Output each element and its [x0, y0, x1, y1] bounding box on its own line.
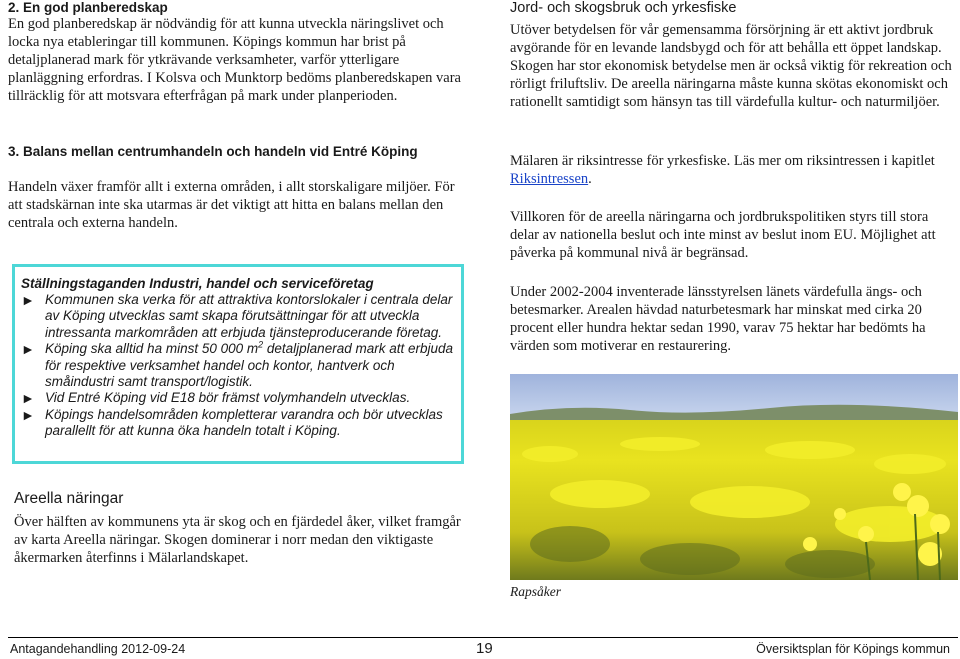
- standpoints-list: [21, 292, 461, 440]
- arrow-bullet-icon: ►: [21, 406, 35, 423]
- standpoints-title: Ställningstaganden Industri, handel och serviceföretag: [21, 276, 374, 291]
- section-body-balans-handel: Handeln växer framför allt i externa områden, i allt storskaligare miljöer. För att stadskärnan inte ska utarmas är det viktigt att hitta en balans mellan den centrala och externa handeln.: [8, 179, 455, 231]
- footer-document-title: Översiktsplan för Köpings kommun: [756, 642, 950, 656]
- footer-divider: [8, 637, 958, 638]
- footer-document-status: Antagandehandling 2012-09-24: [10, 642, 186, 656]
- page-number: 19: [476, 640, 493, 657]
- section-heading-areella: Areella näringar: [14, 490, 124, 507]
- section-heading-jordbruk: Jord- och skogsbruk och yrkesfiske: [510, 0, 737, 16]
- paragraph-jordbruk-3: Villkoren för de areella näringarna och jordbrukspolitiken styrs till stora delar av nationella beslut och inte minst av beslut inom EU. Möjlighet att påverka på kommunal nivå är begränsad.: [510, 209, 936, 261]
- list-item-text: Kommunen ska verka för att attraktiva kontorslokaler i centrala delar av Köping utvecklas samt skapa förutsättningar för att utveckla intressanta markområden att erbjuda tjänsteproducerande företag.: [45, 292, 453, 340]
- list-item-text: Vid Entré Köping vid E18 bör främst volymhandeln utvecklas.: [45, 390, 411, 406]
- list-item-text: Köpings handelsområden kompletterar varandra och bör utvecklas parallellt för att kunna öka handeln totalt i Köping.: [45, 406, 443, 439]
- arrow-bullet-icon: ►: [21, 292, 35, 308]
- standpoints-box: [12, 264, 464, 464]
- arrow-bullet-icon: ►: [21, 390, 35, 407]
- list-item: [21, 341, 461, 390]
- paragraph-text: Mälaren är riksintresse för yrkesfiske. Läs mer om riksintressen i kapitlet: [510, 153, 935, 169]
- section-body-areella: Över hälften av kommunens yta är skog och en fjärdedel åker, vilket framgår av karta Areella näringar. Skogen dominerar i norr medan den viktigaste åkermarken återfinns i Mälarlandskapet.: [14, 514, 461, 566]
- paragraph-jordbruk-2: [510, 152, 958, 188]
- superscript: 2: [258, 339, 264, 350]
- paragraph-text: .: [588, 171, 592, 187]
- list-item-text: Köping ska alltid ha minst 50 000 m: [45, 341, 259, 357]
- paragraph-jordbruk-1: Utöver betydelsen för vår gemensamma försörjning är ett aktivt jordbruk avgörande för en levande landsbygd och för att behålla ett öppet landskap. Skogen har stor ekonomisk betydelse men är också viktig för rekreation och rörligt friluftsliv. De areella näringarna måste kunna skötas ekonomiskt och rationellt samtidigt som hänsyn tas till värdefulla kultur- och naturmiljöer.: [510, 22, 952, 110]
- riksintressen-link[interactable]: Riksintressen: [510, 171, 589, 187]
- paragraph-jordbruk-4: Under 2002-2004 inventerade länsstyrelsen länets värdefulla ängs- och betesmarker. Arealen hävdad naturbetesmark har minskat med cirka 20 procent eller hundra hektar sedan 1990, varav 75 hektar har bedömts ha värden som motiverar en restaurering.: [510, 284, 926, 354]
- list-item: [21, 292, 461, 341]
- list-item-text-cont: detaljplanerad mark att erbjuda för respektive verksamhet handel och kontor, hantverk och småindustri samt transport/logistik.: [45, 341, 454, 390]
- rapeseed-field-photo: [510, 374, 958, 580]
- photo-caption: Rapsåker: [510, 584, 561, 599]
- arrow-bullet-icon: ►: [21, 341, 35, 358]
- section-heading-planberedskap: 2. En god planberedskap: [8, 0, 168, 15]
- section-body-planberedskap: En god planberedskap är nödvändig för att kunna utveckla näringslivet och locka nya etableringar till kommunen. Köpings kommun har brist på detaljplanerad mark för ytkrävande verksamheter, varför ytterligare planläggning erfordras. I Kolsva och Munktorp bedöms planberedskapen vara tillräcklig för att motsvara efterfrågan på mark under planperioden.: [8, 16, 461, 104]
- list-item: [21, 407, 461, 440]
- list-item: [21, 390, 461, 406]
- section-heading-balans-handel: 3. Balans mellan centrumhandeln och handeln vid Entré Köping: [8, 144, 418, 159]
